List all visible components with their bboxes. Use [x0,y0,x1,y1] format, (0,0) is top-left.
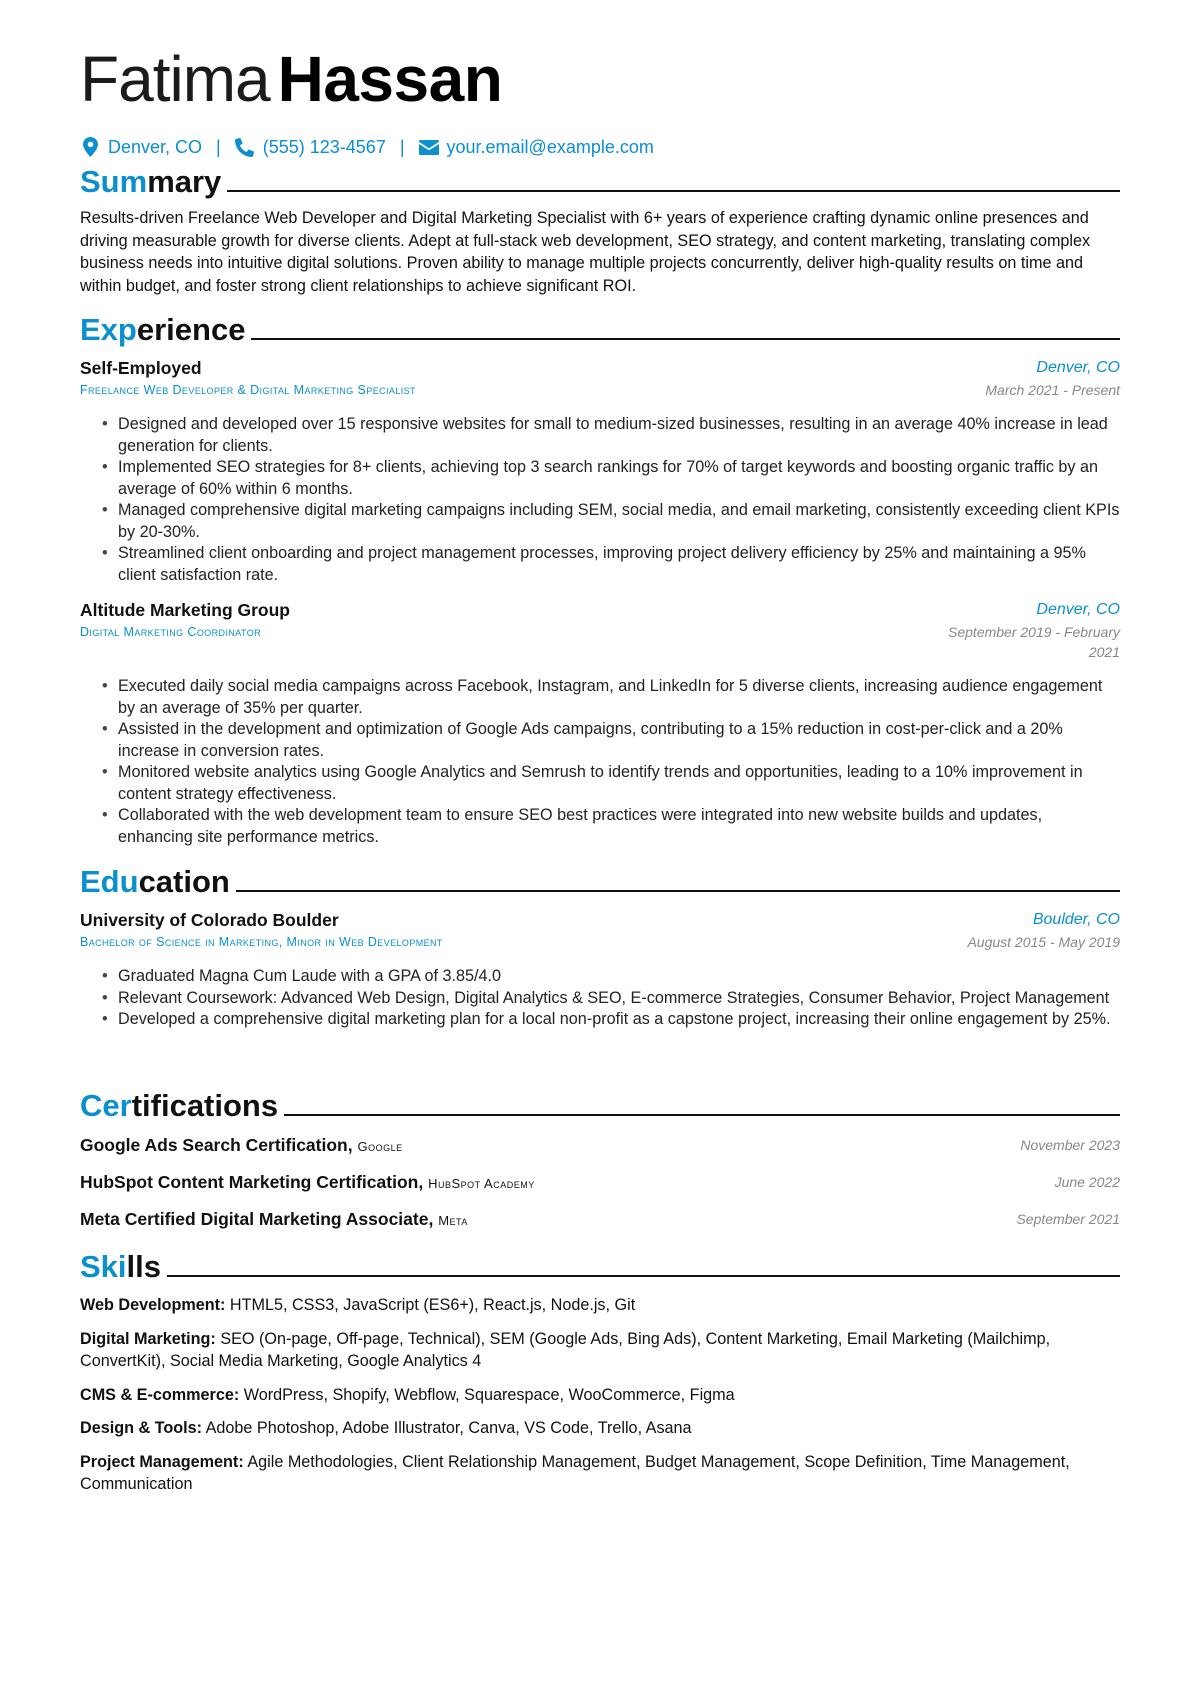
email-link[interactable]: your.email@example.com [446,136,654,157]
skill-label: CMS & E-commerce: [80,1385,240,1404]
skill-row [80,1328,1120,1373]
job-location: Denver, CO [1036,601,1120,618]
education-heading [80,860,1120,900]
list-item: • Monitored website analytics using Google Analytics and Semrush to identify trends and opportunities, leading to a 10% improvement in content strategy effectiveness. [80,762,1120,805]
job-entry [80,598,1120,848]
certification-name: HubSpot Content Marketing Certification [80,1172,419,1192]
map-pin-icon [80,137,100,157]
experience-section [80,308,1120,848]
skills-heading [80,1245,1120,1285]
certification-date: November 2023 [1020,1137,1120,1153]
skill-value: HTML5, CSS3, JavaScript (ES6+), React.js, Node.js, Git [229,1296,636,1314]
skill-value: Agile Methodologies, Client Relationship Management, Budget Management, Scope Definition, Time Management, Communication [80,1452,1070,1493]
certifications-heading [80,1084,1120,1124]
employer-name: Altitude Marketing Group [80,600,290,620]
summary-heading [80,160,1120,200]
employer-name: Self-Employed [80,358,202,378]
section-title: Summary [80,164,222,199]
job-dates: September 2019 - February 2021 [948,624,1120,660]
job-dates: March 2021 - Present [985,382,1120,398]
certification-item: Meta Certified Digital Marketing Associate, Meta September 2021 [80,1206,1120,1243]
certifications-section [80,1084,1120,1243]
skill-row [80,1294,1120,1317]
certification-issuer: Meta [438,1213,468,1228]
section-title: Skills [80,1249,161,1284]
list-item: • Developed a comprehensive digital marketing plan for a local non-profit as a capstone project, increasing their online engagement by 25%. [80,1009,1120,1031]
certification-item: Google Ads Search Certification, Google November 2023 [80,1132,1120,1169]
list-item: • Relevant Coursework: Advanced Web Design, Digital Analytics & SEO, E-commerce Strategies, Consumer Behavior, Project Management [80,988,1120,1010]
job-title: Freelance Web Developer & Digital Marketing Specialist [80,383,416,397]
job-bullets [80,414,1120,586]
education-section [80,860,1120,1031]
section-rule [227,190,1120,192]
list-item: • Managed comprehensive digital marketing campaigns including SEM, social media, and email marketing, consistently exceeding client KPIs by 20-30%. [80,500,1120,543]
skill-label: Design & Tools: [80,1419,203,1437]
contact-separator: | [216,136,221,157]
certification-item: HubSpot Content Marketing Certification, HubSpot Academy June 2022 [80,1169,1120,1206]
skill-label: Project Management: [80,1452,244,1471]
summary-text: Results-driven Freelance Web Developer and Digital Marketing Specialist with 6+ years of experience crafting dynamic online presences and driving measurable growth for diverse clients. Adept at full-stack web development, SEO strategy, and content marketing, translating complex business needs into intuitive digital solutions. Proven ability to manage multiple projects concurrently, deliver high-quality results on time and within budget, and foster strong client relationships to achieve significant ROI. [80,209,1091,295]
skill-label: Digital Marketing: [80,1329,216,1348]
section-rule [251,338,1120,340]
last-name: Hassan [277,43,503,115]
certification-date: September 2021 [1016,1211,1120,1227]
school-name: University of Colorado Boulder [80,910,339,930]
phone-text[interactable]: (555) 123-4567 [262,136,386,157]
job-entry [80,356,1120,586]
certification-name: Google Ads Search Certification [80,1135,348,1155]
skill-value: WordPress, Shopify, Webflow, Squarespace, WooCommerce, Figma [243,1385,735,1404]
skill-value: Adobe Photoshop, Adobe Illustrator, Canva, VS Code, Trello, Asana [205,1419,692,1437]
skill-value: SEO (On-page, Off-page, Technical), SEM (Google Ads, Bing Ads), Content Marketing, Email Marketing (Mailchimp, ConvertKit), Social Media Marketing, Google Analytics 4 [80,1329,1051,1370]
list-item: • Graduated Magna Cum Laude with a GPA of 3.85/4.0 [80,966,1120,988]
skills-section [80,1245,1120,1507]
list-item: • Designed and developed over 15 responsive websites for small to medium-sized businesses, resulting in an average 40% increase in lead generation for clients. [80,414,1120,457]
first-name: Fatima [80,43,270,115]
job-location: Denver, CO [1036,359,1120,376]
certification-name: Meta Certified Digital Marketing Associate [80,1209,429,1229]
list-item: • Streamlined client onboarding and project management processes, improving project delivery efficiency by 25% and maintaining a 95% client satisfaction rate. [80,543,1120,586]
skill-row [80,1451,1120,1496]
education-entry [80,908,1120,1031]
candidate-name [80,44,502,114]
degree-title: Bachelor of Science in Marketing, Minor in Web Development [80,935,443,949]
certification-list [80,1132,1120,1243]
section-rule [167,1275,1120,1277]
skill-row [80,1417,1120,1440]
section-title: Experience [80,312,246,347]
job-title: Digital Marketing Coordinator [80,625,262,639]
skill-row [80,1384,1120,1407]
school-location: Boulder, CO [1032,911,1120,928]
education-dates: August 2015 - May 2019 [967,934,1120,950]
phone-icon [235,137,255,157]
contact-line [80,134,654,160]
certification-issuer: Google [357,1139,403,1154]
certification-date: June 2022 [1054,1174,1120,1190]
education-bullets [80,966,1120,1031]
list-item: • Collaborated with the web development team to ensure SEO best practices were integrated into new website builds and updates, enhancing site performance metrics. [80,805,1120,848]
section-title: Certifications [80,1088,279,1123]
envelope-icon [419,137,439,157]
section-rule [236,890,1120,892]
summary-section [80,160,1120,297]
skill-label: Web Development: [80,1296,226,1314]
section-title: Education [80,864,230,899]
certification-issuer: HubSpot Academy [428,1176,535,1191]
list-item: • Assisted in the development and optimization of Google Ads campaigns, contributing to a 15% reduction in cost-per-click and a 20% increase in conversion rates. [80,719,1120,762]
experience-heading [80,308,1120,348]
job-bullets [80,676,1120,848]
contact-separator: | [399,136,405,157]
list-item: • Implemented SEO strategies for 8+ clients, achieving top 3 search rankings for 70% of target keywords and boosting organic traffic by an average of 60% within 6 months. [80,457,1120,500]
skills-list [80,1294,1120,1496]
location-text: Denver, CO [108,136,203,157]
section-rule [284,1114,1120,1116]
list-item: • Executed daily social media campaigns across Facebook, Instagram, and LinkedIn for 5 diverse clients, increasing audience engagement by an average of 35% per quarter. [80,676,1120,719]
